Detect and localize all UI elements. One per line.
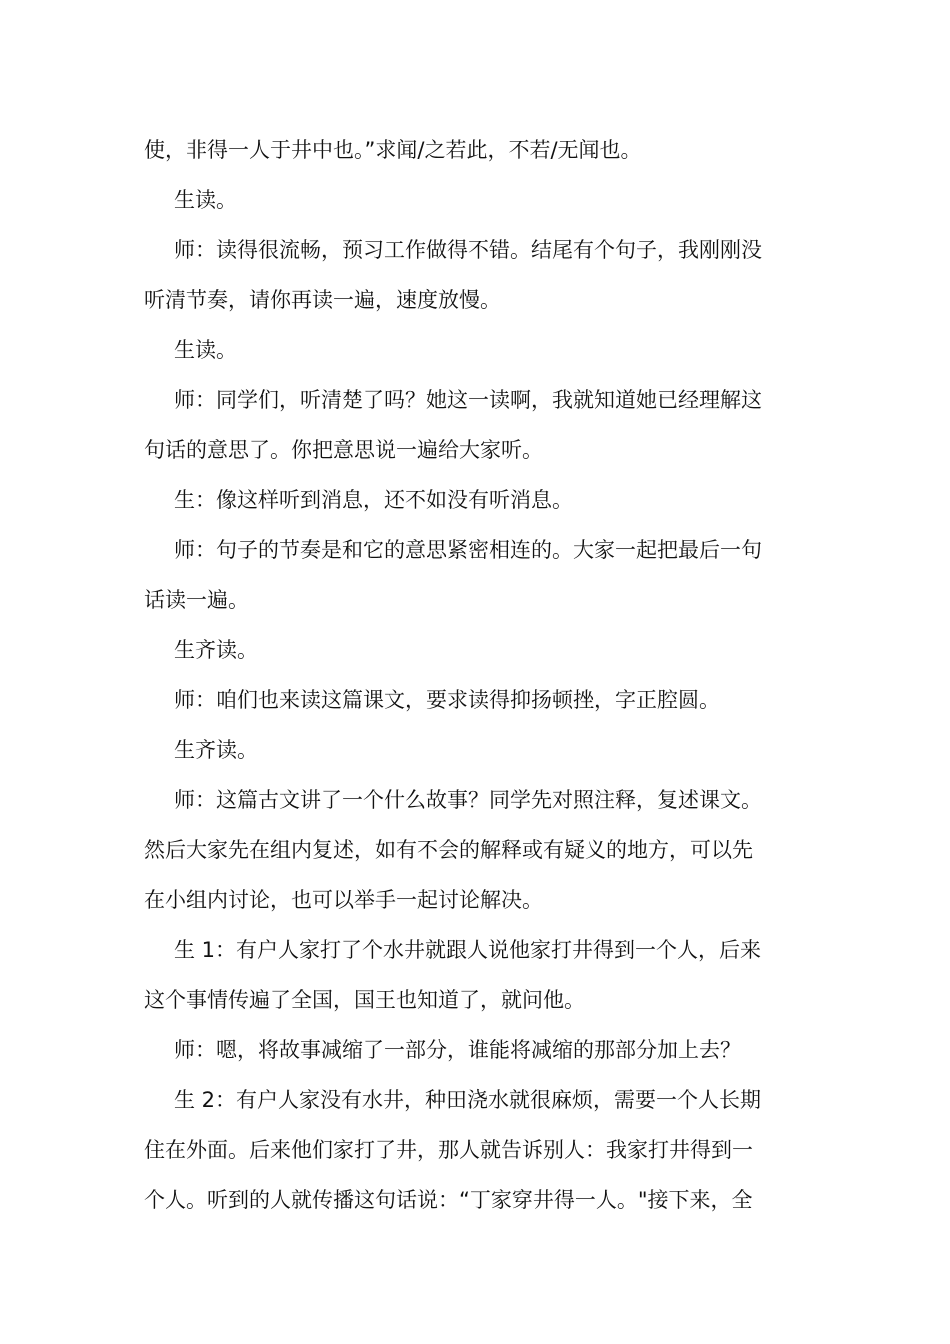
text-line: 师：嗯，将故事减缩了一部分，谁能将减缩的那部分加上去？ <box>174 1038 741 1062</box>
text-line: 生 2：有户人家没有水井，种田浇水就很麻烦，需要一个人长期 <box>174 1088 762 1112</box>
document-body <box>144 125 808 1225</box>
text-line: 生齐读。 <box>174 638 258 662</box>
text-line: 住在外面。后来他们家打了井，那人就告诉别人：我家打井得到一 <box>144 1138 753 1162</box>
text-line: 生：像这样听到消息，还不如没有听消息。 <box>174 488 573 512</box>
text-line: 师：读得很流畅，预习工作做得不错。结尾有个句子，我刚刚没 <box>174 238 762 262</box>
text-line: 师：咱们也来读这篇课文，要求读得抑扬顿挫，字正腔圆。 <box>174 688 720 712</box>
text-line: 使，非得一人于井中也。”求闻/之若此，不若/无闻也。 <box>144 138 642 162</box>
text-line: 在小组内讨论，也可以举手一起讨论解决。 <box>144 888 543 912</box>
text-line: 个人。听到的人就传播这句话说：“丁家穿井得一人。"接下来，全 <box>144 1188 753 1212</box>
text-line: 句话的意思了。你把意思说一遍给大家听。 <box>144 438 543 462</box>
text-line: 师：同学们，听清楚了吗？她这一读啊，我就知道她已经理解这 <box>174 388 762 412</box>
text-line: 师：这篇古文讲了一个什么故事？同学先对照注释，复述课文。 <box>174 788 762 812</box>
text-line: 听清节奏，请你再读一遍，速度放慢。 <box>144 288 501 312</box>
text-line: 然后大家先在组内复述，如有不会的解释或有疑义的地方，可以先 <box>144 838 753 862</box>
text-line: 这个事情传遍了全国，国王也知道了，就问他。 <box>144 988 585 1012</box>
text-line: 话读一遍。 <box>144 588 249 612</box>
text-line: 师：句子的节奏是和它的意思紧密相连的。大家一起把最后一句 <box>174 538 762 562</box>
text-line: 生读。 <box>174 338 237 362</box>
text-line: 生 1：有户人家打了个水井就跟人说他家打井得到一个人，后来 <box>174 938 762 962</box>
text-line: 生读。 <box>174 188 237 212</box>
text-line: 生齐读。 <box>174 738 258 762</box>
